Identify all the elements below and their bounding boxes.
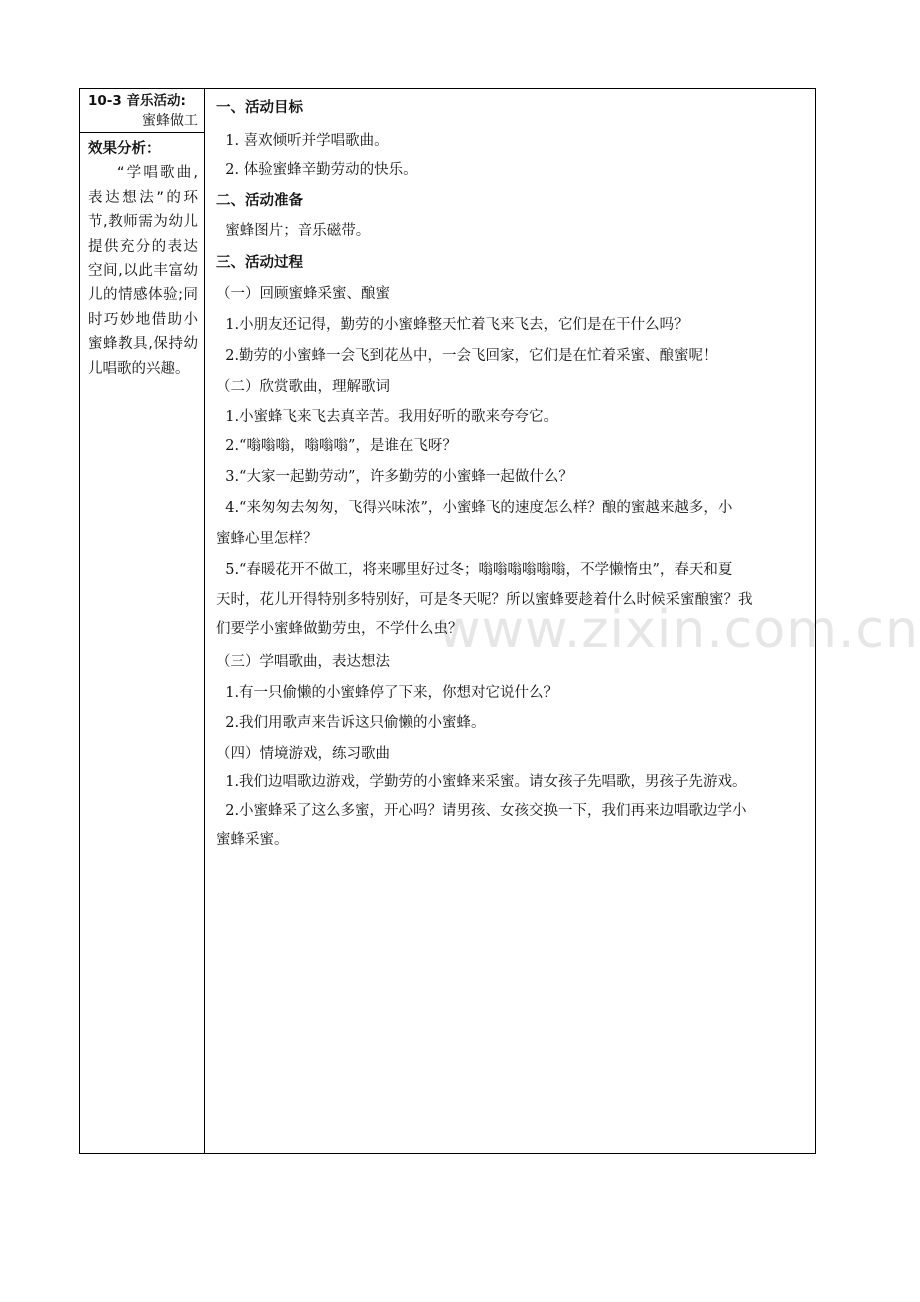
activity-content (205, 89, 815, 1153)
lesson-plan-table (79, 88, 816, 1154)
content-line: （二）欣赏歌曲，理解歌词 (216, 379, 390, 395)
content-line: 5.“春暖花开不做工，将来哪里好过冬；嗡嗡嗡嗡嗡嗡，不学懒惰虫”，春天和夏 (216, 562, 733, 578)
content-line: 1.我们边唱歌边游戏，学勤劳的小蜜蜂来采蜜。请女孩子先唱歌，男孩子先游戏。 (216, 774, 747, 790)
content-line: 2.小蜜蜂采了这么多蜜，开心吗？请男孩、女孩交换一下，我们再来边唱歌边学小 (216, 803, 747, 819)
content-line: 2. 体验蜜蜂辛勤劳动的快乐。 (216, 162, 418, 178)
content-line: 蜜蜂心里怎样？ (216, 531, 318, 547)
content-line: 1. 喜欢倾听并学唱歌曲。 (216, 133, 389, 149)
content-line: 天时，花儿开得特别多特别好，可是冬天呢？所以蜜蜂要趁着什么时候采蜜酿蜜？我 (216, 592, 753, 608)
effect-analysis (80, 133, 204, 381)
content-line: 2.我们用歌声来告诉这只偷懒的小蜜蜂。 (216, 715, 486, 731)
content-line: 蜜蜂采蜜。 (216, 832, 289, 848)
content-line: 2.勤劳的小蜜蜂一会飞到花丛中，一会飞回家，它们是在忙着采蜜、酿蜜呢！ (216, 348, 718, 364)
watermark: www.zixin.com.cn (438, 600, 919, 660)
section-heading: 一、活动目标 (216, 100, 303, 116)
content-line: 1.小朋友还记得，勤劳的小蜜蜂整天忙着飞来飞去，它们是在干什么吗？ (216, 317, 689, 333)
effect-analysis-text: “学唱歌曲,表达想法”的环节,教师需为幼儿提供充分的表达空间,以此丰富幼儿的情感体验;同时巧妙地借助小蜜蜂教具,保持幼儿唱歌的兴趣。 (88, 165, 198, 377)
activity-subtitle: 蜜蜂做工 (142, 113, 198, 129)
content-line: （一）回顾蜜蜂采蜜、酿蜜 (216, 286, 390, 302)
content-line: （三）学唱歌曲，表达想法 (216, 654, 390, 670)
content-line: 1.有一只偷懒的小蜜蜂停了下来，你想对它说什么？ (216, 685, 559, 701)
content-line: （四）情境游戏，练习歌曲 (216, 746, 390, 762)
content-line: 1.小蜜蜂飞来飞去真辛苦。我用好听的歌来夸夸它。 (216, 409, 559, 425)
content-line: 蜜蜂图片；音乐磁带。 (216, 223, 371, 239)
left-column (80, 89, 205, 1153)
activity-title-cell (80, 89, 204, 133)
content-line: 们要学小蜜蜂做勤劳虫，不学什么虫？ (216, 621, 463, 637)
content-line: 3.“大家一起勤劳动”，许多勤劳的小蜜蜂一起做什么？ (216, 469, 573, 485)
activity-title: 10-3 音乐活动: (88, 93, 186, 109)
section-heading: 三、活动过程 (216, 255, 303, 271)
content-line: 4.“来匆匆去匆匆，飞得兴味浓”，小蜜蜂飞的速度怎么样？酿的蜜越来越多，小 (216, 500, 733, 516)
section-heading: 二、活动准备 (216, 193, 303, 209)
effect-analysis-heading: 效果分析： (88, 141, 161, 157)
content-line: 2.“嗡嗡嗡，嗡嗡嗡”，是谁在飞呀？ (216, 438, 457, 454)
